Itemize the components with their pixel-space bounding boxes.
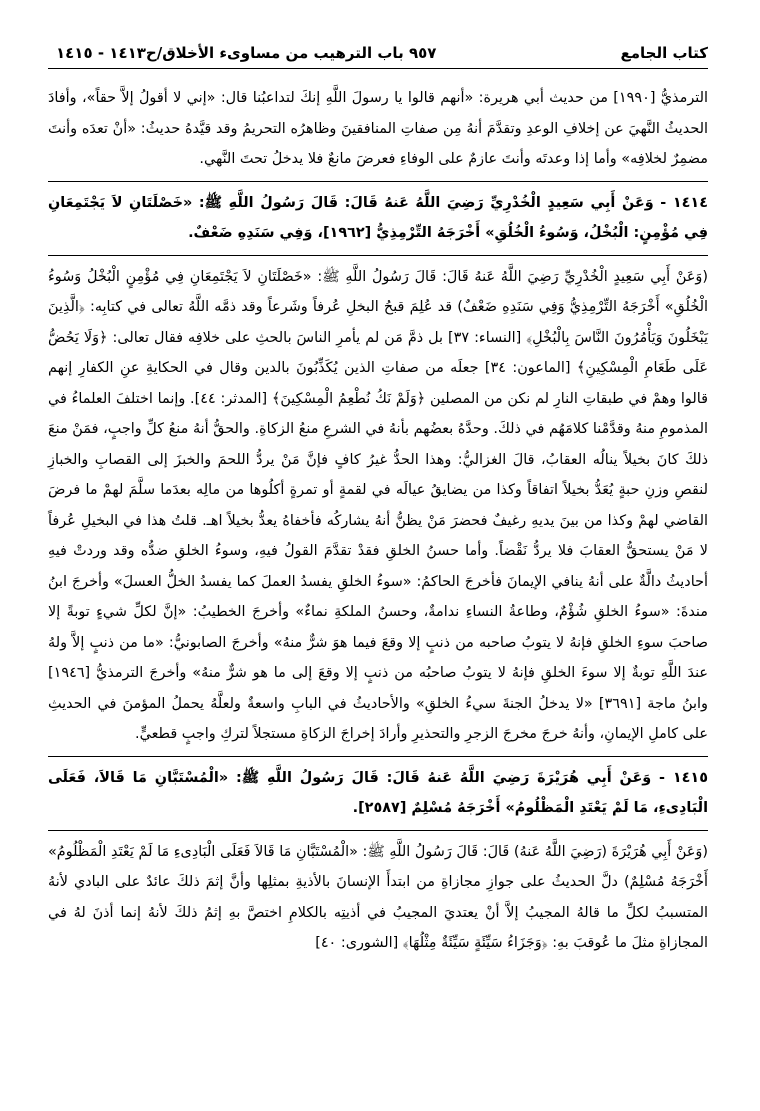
hadith-1415: ١٤١٥ - وَعَنْ أَبِي هُرَيْرَةَ رَضِيَ اللَّهُ عَنهُ قَالَ: قَالَ رَسُولُ اللَّهِ ﷺ: «الْمُسْتَبَّانِ مَا قَالاَ، فَعَلَى الْبَادِىءِ، مَا لَمْ يَعْتَدِ الْمَظْلُومُ» أَخْرَجَهُ مُسْلِمٌ [٢٥٨٧]. bbox=[48, 756, 708, 824]
hadith-1414: ١٤١٤ - وَعَنْ أَبِي سَعِيدٍ الْخُدْرِيِّ رَضِيَ اللَّهُ عَنهُ قَالَ: قَالَ رَسُولُ اللَّهِ ﷺ: «خَصْلَتَانِ لاَ يَجْتَمِعَانِ فِي مُؤْمِنٍ: الْبُخْلُ، وَسُوءُ الْخُلُقِ» أَخْرَجَهُ التِّرْمِذِيُّ [١٩٦٢]، وَفِي سَنَدِهِ ضَعْفٌ. bbox=[48, 181, 708, 249]
paragraph-commentary-1: الترمذيُّ [١٩٩٠] من حديث أبي هريرة: «أنهم قالوا يا رسولَ اللَّهِ إنكَ لتداعبُنا قال: «إني لا أقولُ إلاَّ حقاً»، وأفادَ الحديثُ النَّهيَ عن إخلافِ الوعدِ وتقدَّمَ أنهُ مِن صفاتِ المنافقينَ وظاهرُه التحريمُ وقد قيَّدهُ حديثُ: «أنْ تعدَه وأنتَ مضمِرٌ لخلافِه» وأما إذا وعدتَه وأنتَ عازمٌ على الوفاءِ فعرضَ مانعٌ فلا يدخلُ تحتَ النَّهي. bbox=[48, 90, 708, 167]
page-number: ٩٥٧ bbox=[408, 44, 437, 62]
paragraph-commentary-1415: (وَعَنْ أَبِي هُرَيْرَةَ (رَضِيَ اللَّهُ عَنهُ) قَالَ: قَالَ رَسُولُ اللَّهِ ﷺ: «الْمُسْتَبَّانِ مَا قَالاَ فَعَلَى الْبَادِىءِ مَا لَمْ يَعْتَدِ الْمَظْلُومُ» أَخْرَجَهُ مُسْلِمٌ) دلَّ الحديثُ على جوازِ مجازاةِ من ابتدأَ الإنسانَ بالأذيةِ بمثلِها وأنَّ إثمَ ذلكَ عائدٌ على البادي لأنهُ المتسببُ لكلِّ ما قالهُ المجيبُ إلاَّ أنْ يعتديَ المجيبُ في أذيتِه بالكلامِ اختصَّ بهِ إثمُ ذلكَ لأنهُ إنما أذنَ لهُ في المجازاةِ مثلَ ما عُوقبَ بهِ: ﴿وَجَزَاءُ سَيِّئَةٍ سَيِّئَةٌ مِثْلُهَا﴾ [الشورى: ٤٠] bbox=[48, 830, 708, 959]
chapter-heading bbox=[48, 44, 620, 62]
book-title: كتاب الجامع bbox=[620, 44, 708, 62]
paragraph-commentary-1414: (وَعَنْ أَبِي سَعِيدٍ الْخُدْرِيِّ رَضِيَ اللَّهُ عَنهُ قَالَ: قَالَ رَسُولُ اللَّهِ ﷺ: «خَصْلَتَانِ لاَ يَجْتَمِعَانِ فِي مُؤْمِنٍ الْبُخْلُ وَسُوءُ الْخُلُقِ» أَخْرَجَهُ التِّرْمِذِيُّ وَفِي سَنَدِهِ ضَعْفٌ) قد عُلِمَ قبحُ البخلِ عُرفاً وشَرعاً وقد ذمَّه اللَّهُ تعالى في كتابِه: ﴿الَّذِينَ يَبْخَلُونَ وَيَأْمُرُونَ النَّاسَ بِالْبُخْلِ﴾ [النساء: ٣٧] بل ذمَّ مَن لم يأمرِ الناسَ بالحثِ على خلافِه فقال تعالى: ﴿وَلَا يَحُضُّ عَلَى طَعَامِ الْمِسْكِينِ﴾ [الماعون: ٣٤] جعلَه من صفاتِ الذين يُكَذِّبُونَ بالدين وقال في الحكايةِ عنِ الكفارِ إنهم قالوا وهمْ في طبقاتِ النارِ لم نكن من المصلين ﴿وَلَمْ نَكُ نُطْعِمُ الْمِسْكِينَ﴾ [المدثر: ٤٤]. وإنما اختلفَ العلماءُ في المذمومِ منهُ وقدَّمْنا كلامَهُم في ذلكَ. وحدَّهُ بعضُهم بأنهُ في الشرعِ منعُ الزكاةِ. والحقُّ أنهُ منعُ كلِّ واجبٍ، فمَنْ منعَ ذلكَ كانَ بخيلاً ينالُه العقابُ، قالَ الغزاليُّ: وهذا الحدُّ غيرُ كافٍ فإنَّ مَنْ يردُّ اللحمَ والخبزَ إلى القصابِ والخبازِ لنقصِ وزنِ حبةٍ يُعَدُّ بخيلاً اتفاقاً وكذا من يضايقُ عيالَه في لقمةٍ أو تمرةٍ أكلُوها من مالِه بعدَما سلَّمَ لهمْ ما فرضَ القاضي لهمْ وكذا من بينَ يديهِ رغيفٌ فحضرَ مَنْ يظنُّ أنهُ يشاركُه فأخفاهُ يعدُّ بخيلاً اهـ. قلتُ هذا في البخيلِ عُرفاً لا مَنْ يستحقُّ العقابَ فلا يردُّ نَقْضاً. وأما حسنُ الخلقِ فقدْ تقدَّمَ القولُ فيهِ، وسوءُ الخلقِ ضدُّه وقد وردتْ فيهِ أحاديثُ دالَّةٌ على أنهُ ينافي الإيمانَ فأخرجَ الحاكمُ: «سوءُ الخلقِ يفسدُ العملَ كما يفسدُ الخلُّ العسلَ» وأخرجَ ابنُ مندةَ: «سوءُ الخلقِ شُؤْمٌ، وطاعةُ النساءِ ندامةٌ، وحسنُ الملكةِ نماءٌ» وأخرجَ الخطيبُ: «إنَّ لكلِّ شيءٍ توبةً إلا صاحبَ سوءِ الخلقِ فإنهُ لا يتوبُ صاحبه من ذنبٍ إلا وقعَ فيما هوَ شرٌّ منهُ» وأخرجَ الصابونيُّ: «ما من ذنبٍ إلاَّ ولهُ عندَ اللَّهِ توبةٌ إلا سوءَ الخلقِ فإنهُ لا يتوبُ صاحبُه من ذنبٍ إلا وقعَ إلى ما هو شرٌّ منهُ» وأخرجَ الترمذيُّ [١٩٤٦] وابنُ ماجة [٣٦٩١] «لا يدخلُ الجنةَ سيءُ الخلقِ» والأحاديثُ في البابِ واسعةٌ ولعلَّهُ يحملُ المؤمنَ في الحديثِ على كاملِ الإيمانِ، وأنهُ خرجَ مخرجَ الزجرِ والتحذيرِ وأرادَ إخراجَ الزكاةِ مستجلاً لتركِ واجبٍ قطعيٍّ. bbox=[48, 255, 708, 750]
page-header bbox=[48, 44, 708, 69]
chapter-title: باب الترهيب من مساوىء الأخلاق/ح١٤١٣ - ١٤١٥ bbox=[56, 44, 404, 62]
